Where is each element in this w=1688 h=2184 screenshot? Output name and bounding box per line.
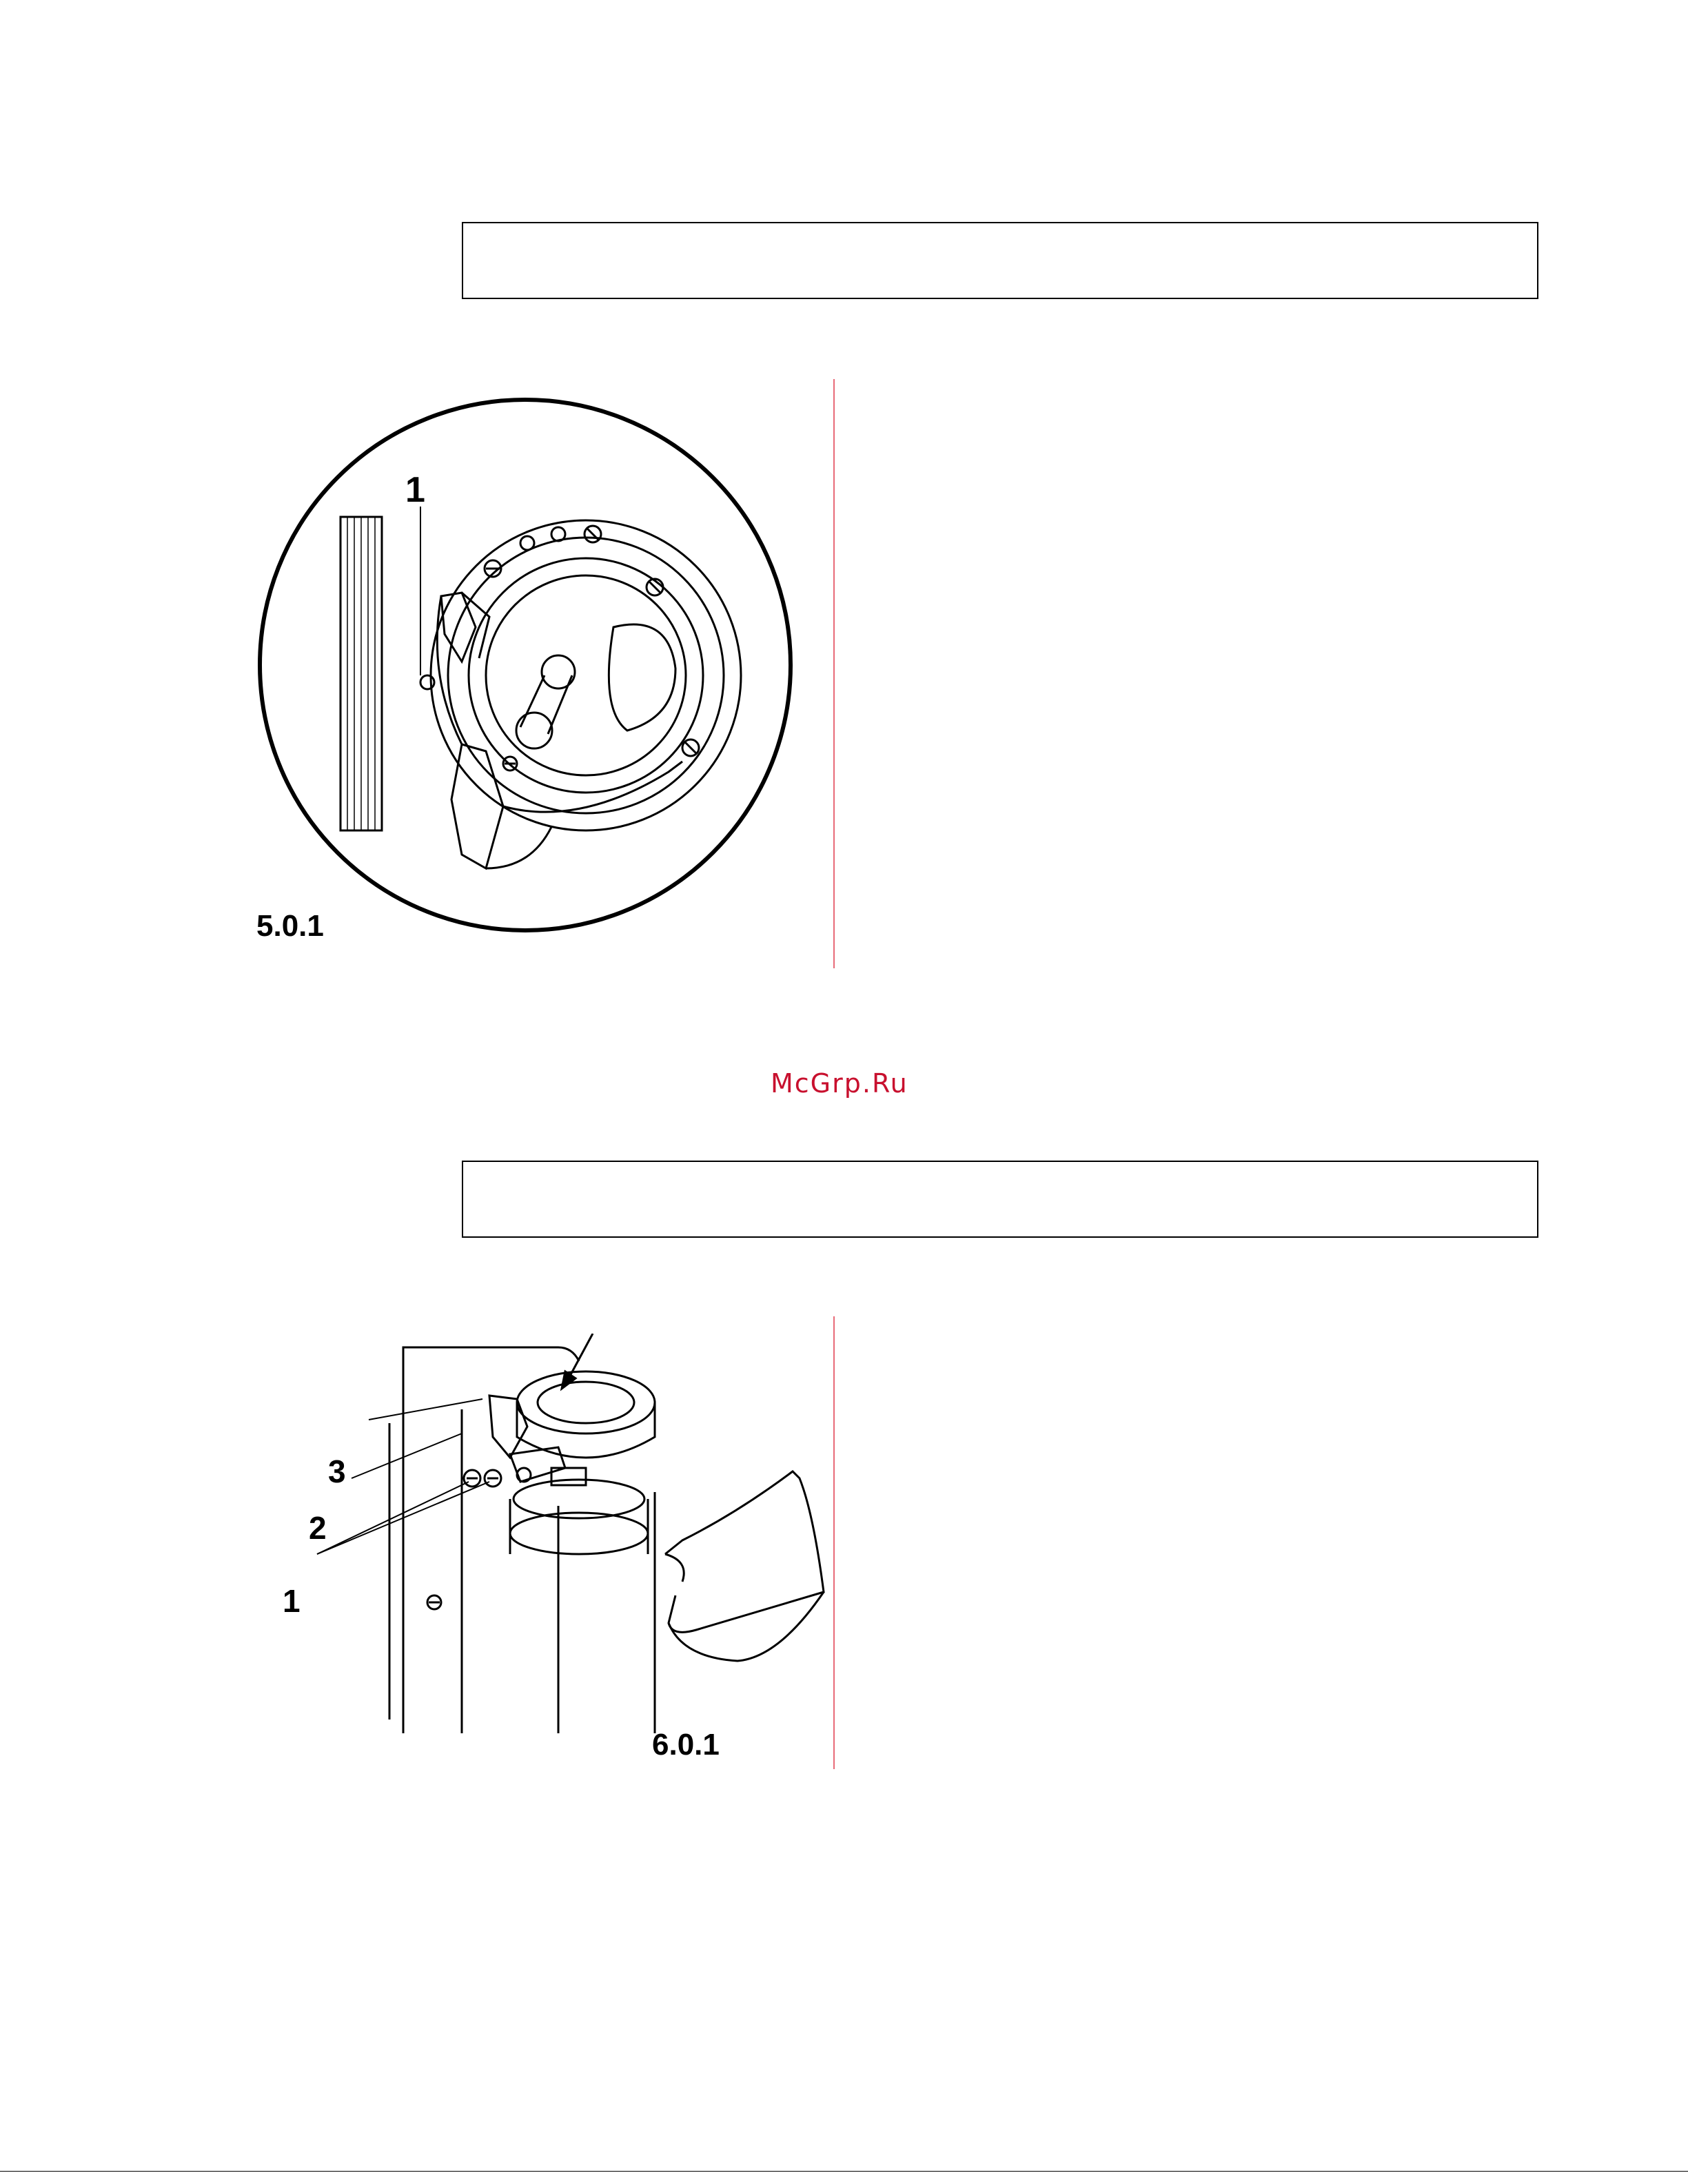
column-divider-1	[833, 379, 835, 968]
section-header-box-1	[462, 222, 1538, 299]
page-bottom-rule	[0, 2171, 1688, 2172]
callout-label: 1	[283, 1583, 301, 1619]
callout-label: 1	[405, 470, 425, 510]
bobbin-case-illustration	[255, 1334, 827, 1775]
section-header-box-2	[462, 1161, 1538, 1238]
column-divider-2	[833, 1316, 835, 1769]
watermark: McGrp.Ru	[771, 1068, 908, 1099]
figure-label: 5.0.1	[256, 909, 324, 943]
callout-label: 3	[328, 1453, 346, 1489]
callout-label: 2	[309, 1510, 327, 1546]
hook-assembly-illustration	[255, 386, 806, 951]
figure-label: 6.0.1	[652, 1728, 720, 1762]
